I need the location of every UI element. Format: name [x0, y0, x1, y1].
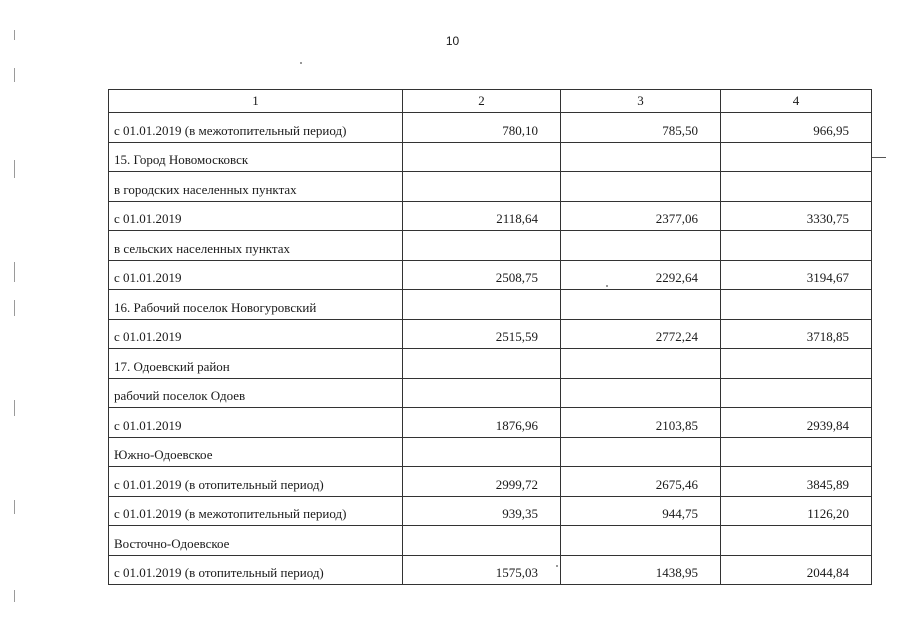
row-label: в сельских населенных пунктах — [109, 231, 403, 261]
value-cell-col4: 966,95 — [721, 113, 872, 143]
value-cell-col2 — [403, 231, 561, 261]
scan-edge-mark — [14, 262, 15, 282]
value-cell-col3 — [561, 142, 721, 172]
row-label: в городских населенных пунктах — [109, 172, 403, 202]
value-cell-col2 — [403, 437, 561, 467]
row-label: с 01.01.2019 — [109, 319, 403, 349]
scan-edge-mark — [14, 160, 15, 178]
table-row — [109, 467, 872, 497]
value-cell-col3: 1438,95 — [561, 555, 721, 585]
value-cell-col2 — [403, 290, 561, 320]
scan-dot — [300, 62, 302, 64]
value-cell-col2: 2515,59 — [403, 319, 561, 349]
value-cell-col3: 944,75 — [561, 496, 721, 526]
value-cell-col2 — [403, 142, 561, 172]
row-label: с 01.01.2019 (в отопительный период) — [109, 555, 403, 585]
value-cell-col4 — [721, 172, 872, 202]
table-row — [109, 437, 872, 467]
table-row — [109, 408, 872, 438]
value-cell-col4: 2939,84 — [721, 408, 872, 438]
row-label: с 01.01.2019 (в межотопительный период) — [109, 113, 403, 143]
value-cell-col3: 785,50 — [561, 113, 721, 143]
value-cell-col3: 2377,06 — [561, 201, 721, 231]
value-cell-col4 — [721, 349, 872, 379]
value-cell-col2 — [403, 378, 561, 408]
value-cell-col4 — [721, 231, 872, 261]
value-cell-col3 — [561, 378, 721, 408]
value-cell-col3 — [561, 172, 721, 202]
row-label: Восточно-Одоевское — [109, 526, 403, 556]
header-cell-4: 4 — [721, 90, 872, 113]
row-label: с 01.01.2019 — [109, 201, 403, 231]
table-row — [109, 555, 872, 585]
value-cell-col4: 3194,67 — [721, 260, 872, 290]
value-cell-col4: 3845,89 — [721, 467, 872, 497]
header-cell-1: 1 — [109, 90, 403, 113]
scan-edge-mark — [14, 400, 15, 416]
row-label: с 01.01.2019 (в отопительный период) — [109, 467, 403, 497]
scan-edge-mark — [14, 30, 15, 40]
value-cell-col4: 2044,84 — [721, 555, 872, 585]
scan-edge-mark — [14, 500, 15, 514]
row-label: с 01.01.2019 — [109, 260, 403, 290]
value-cell-col4: 3330,75 — [721, 201, 872, 231]
table-row — [109, 319, 872, 349]
table-row — [109, 231, 872, 261]
table-row — [109, 290, 872, 320]
scan-edge-mark — [14, 300, 15, 316]
table-row — [109, 201, 872, 231]
value-cell-col2 — [403, 526, 561, 556]
value-cell-col3 — [561, 349, 721, 379]
scan-edge-mark — [14, 68, 15, 82]
value-cell-col3 — [561, 231, 721, 261]
table-row — [109, 142, 872, 172]
header-cell-2: 2 — [403, 90, 561, 113]
row-label: 15. Город Новомосковск — [109, 142, 403, 172]
value-cell-col3: 2772,24 — [561, 319, 721, 349]
value-cell-col4 — [721, 290, 872, 320]
value-cell-col3 — [561, 290, 721, 320]
table-row — [109, 526, 872, 556]
table-row — [109, 260, 872, 290]
row-label: 17. Одоевский район — [109, 349, 403, 379]
row-label: Южно-Одоевское — [109, 437, 403, 467]
table-row — [109, 172, 872, 202]
value-cell-col4: 3718,85 — [721, 319, 872, 349]
value-cell-col4 — [721, 526, 872, 556]
value-cell-col2: 2508,75 — [403, 260, 561, 290]
value-cell-col2: 1876,96 — [403, 408, 561, 438]
header-cell-3: 3 — [561, 90, 721, 113]
value-cell-col3: 2675,46 — [561, 467, 721, 497]
value-cell-col3: 2292,64 — [561, 260, 721, 290]
table-row — [109, 496, 872, 526]
table-row — [109, 113, 872, 143]
value-cell-col3: 2103,85 — [561, 408, 721, 438]
table-header-row — [109, 90, 872, 113]
value-cell-col2: 780,10 — [403, 113, 561, 143]
value-cell-col2: 2118,64 — [403, 201, 561, 231]
table-row — [109, 349, 872, 379]
row-label: 16. Рабочий поселок Новогуровский — [109, 290, 403, 320]
tariff-table — [108, 89, 872, 585]
value-cell-col2: 939,35 — [403, 496, 561, 526]
value-cell-col2: 1575,03 — [403, 555, 561, 585]
row-label: с 01.01.2019 — [109, 408, 403, 438]
value-cell-col3 — [561, 437, 721, 467]
row-label: рабочий поселок Одоев — [109, 378, 403, 408]
value-cell-col4: 1126,20 — [721, 496, 872, 526]
value-cell-col3 — [561, 526, 721, 556]
scan-tick-mark — [872, 157, 886, 158]
value-cell-col4 — [721, 437, 872, 467]
row-label: с 01.01.2019 (в межотопительный период) — [109, 496, 403, 526]
value-cell-col2 — [403, 172, 561, 202]
table-body — [109, 90, 872, 585]
value-cell-col2 — [403, 349, 561, 379]
scan-edge-mark — [14, 590, 15, 602]
value-cell-col4 — [721, 378, 872, 408]
table-row — [109, 378, 872, 408]
value-cell-col2: 2999,72 — [403, 467, 561, 497]
page-number: 10 — [445, 34, 460, 48]
value-cell-col4 — [721, 142, 872, 172]
